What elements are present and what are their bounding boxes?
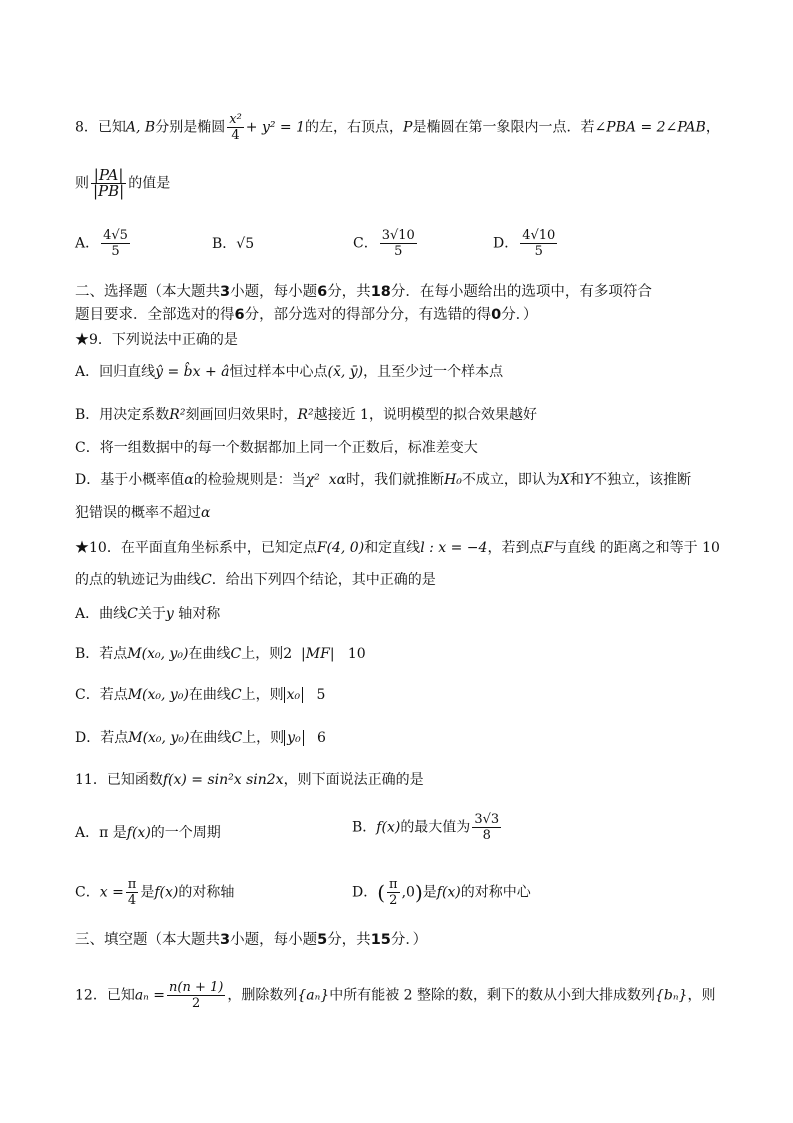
q10-option-a — [75, 604, 220, 624]
q8-ellipse-num: x² — [229, 112, 242, 127]
q12-text-1: 12．已知 — [75, 987, 135, 1004]
q8-ratio-den: |PB| — [93, 182, 125, 200]
q10-b-lower: 2 — [283, 646, 293, 662]
q10-d-point-m: M(x₀, y₀) — [128, 730, 190, 746]
q11-c-x: x = — [99, 884, 124, 901]
q10-line-l: l : x = −4 — [420, 540, 488, 556]
q10-d-text-1: D．若点 — [75, 730, 129, 746]
section-3-heading — [75, 930, 427, 950]
q11-c-text-2: 是 — [140, 884, 155, 901]
q10-c-curve: C — [230, 687, 242, 703]
q8-option-b — [212, 234, 254, 254]
q11-stem — [75, 770, 424, 790]
q11-d-fraction — [387, 877, 400, 908]
sec3-text-1: 三、填空题（本大题共 — [75, 932, 220, 948]
q10-a-curve: C — [127, 606, 138, 622]
q9-d-text-6: 不独立，该推断 — [593, 472, 692, 488]
q9-option-a — [75, 362, 503, 382]
q11-d-fx: f(x) — [436, 884, 461, 901]
q11-d-text-3: 的对称中心 — [460, 884, 531, 901]
q10-point-f: F(4, 0) — [316, 540, 365, 556]
q9-d-text-4: 不成立，即认为 — [461, 472, 560, 488]
q11-d-zero: ,0 — [401, 884, 415, 901]
q11-text-2: ，则下面说法正确的是 — [283, 772, 424, 788]
q10-option-d — [75, 728, 326, 748]
sec3-text-4: 分．） — [390, 932, 428, 948]
q10-b-text-2: 上，则 — [241, 646, 284, 662]
q8-a-den: 5 — [111, 244, 120, 259]
q8-stem — [75, 112, 720, 143]
q8-a-fraction — [101, 228, 130, 259]
q9-var-x: X — [559, 472, 570, 488]
q8-question — [75, 168, 170, 199]
q10-option-c — [75, 685, 325, 705]
q8-option-c — [353, 228, 419, 259]
q8-then: 则 — [75, 175, 89, 192]
q9-center-point: (x̄, ȳ) — [327, 364, 364, 380]
q10-c-text-2: 上，则 — [241, 687, 284, 703]
q11-option-a — [75, 823, 221, 843]
q8-ellipse-rest: + y² = 1 — [245, 119, 306, 136]
q11-c-num: π — [127, 877, 137, 892]
option-label: C． — [353, 235, 378, 252]
q9-b-text-3: 越接近 1，说明模型的拟合效果越好 — [313, 407, 537, 423]
q11-d-text-2: 是 — [422, 884, 437, 901]
q8-c-fraction — [380, 228, 417, 259]
section-2-heading — [75, 282, 652, 302]
sec3-text-3: 分，共 — [327, 932, 371, 948]
q11-b-text-2: 的最大值为 — [400, 819, 471, 836]
q9-var-y: Y — [583, 472, 594, 488]
q11-b-den: 8 — [482, 828, 491, 843]
q10-abs-y0: y₀ — [284, 730, 304, 746]
q9-regression-eq: ŷ = b̂x + â — [155, 364, 230, 380]
q10-curve-c: C — [201, 572, 212, 588]
q11-a-text-3: 的一个周期 — [150, 825, 221, 841]
sec3-points-total: 15 — [370, 932, 391, 948]
q9-option-b — [75, 405, 537, 425]
q9-chi-square: χ² — [305, 472, 320, 488]
q11-c-text-3: 的对称轴 — [178, 884, 235, 901]
q12-stem — [75, 980, 715, 1011]
q8-d-fraction — [520, 228, 557, 259]
option-label: A． — [75, 825, 100, 841]
q10-b-text-on: 在曲线 — [188, 646, 231, 662]
q10-f: F — [543, 540, 554, 556]
q10-d-text-on: 在曲线 — [189, 730, 232, 746]
q8-point-p: P — [403, 119, 413, 136]
option-label: B． — [212, 236, 237, 252]
q9-h0: H₀ — [444, 472, 462, 488]
q12-seq-b: {bₙ} — [655, 987, 688, 1004]
q8-c-den: 5 — [394, 244, 403, 259]
q10-c-text-on: 在曲线 — [188, 687, 231, 703]
sec2-points-total: 18 — [370, 284, 391, 300]
q9-r2-again: R² — [297, 407, 314, 423]
q11-c-den: 4 — [127, 893, 137, 908]
q9-stem-text: ★9．下列说法中正确的是 — [75, 332, 238, 348]
sec2-zero-points: 0 — [491, 307, 502, 323]
q8-ratio-fraction — [91, 168, 126, 199]
q10-point-m: M(x₀, y₀) — [127, 646, 189, 662]
q8-ellipse-den: 4 — [231, 128, 240, 143]
q9-d-text-2: 的检验规则是：当 — [193, 472, 306, 488]
q8-number: 8．已知 — [75, 119, 126, 136]
q9-d-text-1: D．基于小概率值 — [75, 472, 185, 488]
q10-text-3: ，若到点 — [487, 540, 544, 556]
q11-a-text-2: 是 — [112, 825, 127, 841]
q11-option-b — [352, 812, 503, 843]
q10-text-2: 和定直线 — [364, 540, 421, 556]
q8-option-d — [493, 228, 559, 259]
q10-stem-line2 — [75, 570, 436, 590]
q9-option-d — [75, 470, 691, 490]
q10-mf: |MF| — [301, 646, 335, 662]
q8-ellipse-fraction — [227, 112, 244, 143]
sec3-count: 3 — [220, 932, 231, 948]
q8-text-2: 的左，右顶点， — [305, 119, 404, 136]
q10-a-text-1: A．曲线 — [75, 606, 128, 622]
sec2-points-each: 6 — [317, 284, 328, 300]
q9-option-c — [75, 438, 478, 458]
option-label: D． — [493, 235, 519, 252]
q10-c-text-1: C．若点 — [75, 687, 128, 703]
sec2-full-points: 6 — [234, 307, 245, 323]
q8-option-a — [75, 228, 132, 259]
q9-b-text-1: B．用决定系数 — [75, 407, 170, 423]
q10-c-point-m: M(x₀, y₀) — [127, 687, 189, 703]
sec2-text-3: 分，共 — [327, 284, 371, 300]
q12-num: n(n + 1) — [169, 980, 224, 995]
q9-alpha: α — [184, 472, 194, 488]
q9-d-text-5: 和 — [569, 472, 584, 488]
q10-d-text-2: 上，则 — [242, 730, 285, 746]
q10-a-text-2: 关于 — [137, 606, 166, 622]
q11-option-c — [75, 877, 234, 908]
q11-c-fx: f(x) — [154, 884, 179, 901]
q10-text-1: ★10．在平面直角坐标系中，已知定点 — [75, 540, 317, 556]
q12-text-3: 中所有能被 2 整除的数，剩下的数从小到大排成数列 — [329, 987, 656, 1004]
q11-c-fraction — [126, 877, 139, 908]
sec2-text-1: 二、选择题（本大题共 — [75, 284, 220, 300]
q11-option-d: D．( $\frac{\pi}{2}$ ,0)是f(x)的对称中心 — [352, 877, 531, 908]
q8-c-num: 3√10 — [381, 228, 415, 243]
q11-function: f(x) = sin²x sin2x — [162, 772, 284, 788]
q9-c-text: C．将一组数据中的每一个数据都加上同一个正数后，标准差变大 — [75, 440, 478, 456]
q8-b-value: √5 — [236, 236, 255, 252]
q8-text-5: 的值是 — [128, 175, 171, 192]
q8-a-num: 4√5 — [103, 228, 128, 243]
q9-a-text-3: ，且至少过一个样本点 — [363, 364, 504, 380]
q8-points-ab: A, B — [125, 119, 156, 136]
q10-text-4: 与直线 的距离之和等于 10 — [553, 540, 720, 556]
q10-b-text-1: B．若点 — [75, 646, 128, 662]
q10-text-6: ．给出下列四个结论，其中正确的是 — [211, 572, 436, 588]
q10-option-b — [75, 644, 366, 664]
q9-stem — [75, 330, 238, 350]
q10-d-curve: C — [231, 730, 243, 746]
q8-d-num: 4√10 — [522, 228, 556, 243]
q10-text-5: 的点的轨迹记为曲线 — [75, 572, 201, 588]
q10-b-upper: 10 — [347, 646, 366, 662]
q12-seq-a: {aₙ} — [297, 987, 330, 1004]
q9-b-text-2: 刻画回归效果时， — [185, 407, 298, 423]
sec2-text-5: 题目要求．全部选对的得 — [75, 307, 235, 323]
q10-a-text-3: 轴对称 — [178, 606, 221, 622]
sec2-text-6: 分，部分选对的得部分分，有选错的得 — [244, 307, 492, 323]
q10-b-curve: C — [230, 646, 242, 662]
sec2-text-7: 分．） — [501, 307, 538, 323]
q8-d-den: 5 — [534, 244, 543, 259]
q8-text-3: 是椭圆在第一象限内一点．若 — [412, 119, 595, 136]
q11-text-1: 11．已知函数 — [75, 772, 163, 788]
q8-ratio-num: |PA| — [91, 168, 126, 184]
q9-r2: R² — [169, 407, 186, 423]
q10-c-bound: 5 — [316, 687, 326, 703]
q8-text-1: 分别是椭圆 — [155, 119, 226, 136]
q9-d-text-3: 时，我们就推断 — [346, 472, 445, 488]
q10-stem — [75, 538, 720, 558]
q9-alpha-again: α — [201, 505, 211, 521]
q11-b-fraction — [472, 812, 501, 843]
q12-an: aₙ = — [134, 987, 166, 1004]
option-label: A． — [75, 235, 100, 252]
q12-text-2: ，删除数列 — [227, 987, 298, 1004]
q11-pi: π — [99, 825, 109, 841]
q10-abs-x0: x₀ — [284, 687, 304, 703]
q12-den: 2 — [192, 996, 201, 1011]
q9-option-d-line2 — [75, 503, 210, 523]
section-2-heading-line2 — [75, 305, 537, 325]
q11-b-num: 3√3 — [474, 812, 500, 827]
q11-d-num: π — [389, 877, 398, 892]
q9-d-text-7: 犯错误的概率不超过 — [75, 505, 201, 521]
sec2-text-4: 分．在每小题给出的选项中，有多项符合 — [390, 284, 652, 300]
sec3-text-2: 小题，每小题 — [230, 932, 318, 948]
sec2-count: 3 — [220, 284, 231, 300]
q10-y-axis: y — [165, 606, 174, 622]
option-label: B． — [352, 819, 377, 836]
q12-fraction — [167, 980, 225, 1011]
option-label: C． — [75, 884, 100, 901]
q9-a-text-2: 恒过样本中心点 — [229, 364, 328, 380]
q11-a-fx: f(x) — [126, 825, 151, 841]
sec2-text-2: 小题，每小题 — [230, 284, 318, 300]
q11-d-den: 2 — [389, 893, 398, 908]
q12-text-4: ，则 — [687, 987, 716, 1004]
q10-d-bound: 6 — [317, 730, 326, 746]
q8-angle-condition: ∠PBA = 2∠PAB — [594, 119, 706, 136]
option-label: D． — [352, 884, 378, 901]
q9-critical-value: xα — [328, 472, 347, 488]
q11-b-fx: f(x) — [376, 819, 401, 836]
q8-text-4: ， — [705, 119, 720, 136]
q9-a-text-1: A．回归直线 — [75, 364, 156, 380]
sec3-points-each: 5 — [317, 932, 328, 948]
